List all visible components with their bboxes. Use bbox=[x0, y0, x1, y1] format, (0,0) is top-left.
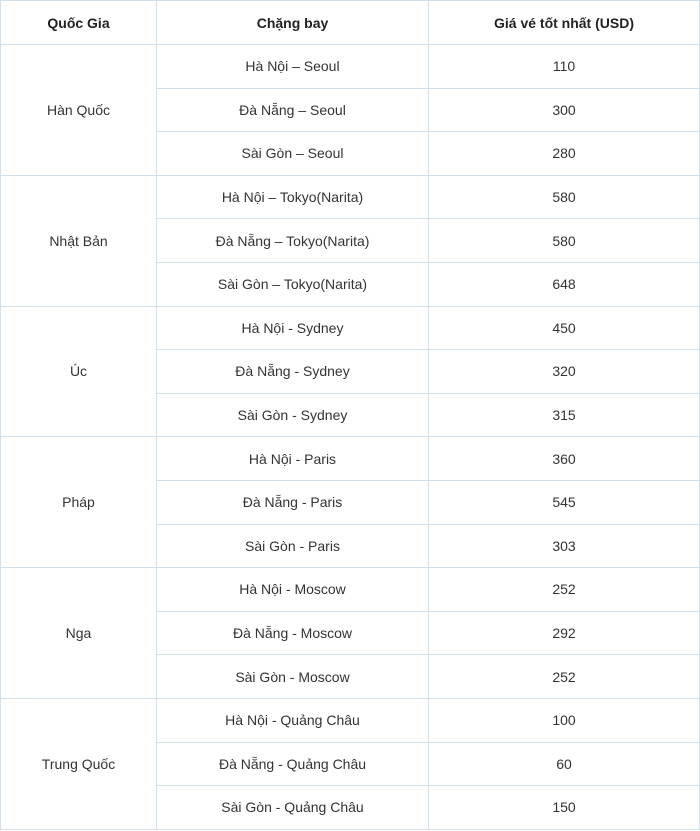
price-cell: 315 bbox=[429, 393, 700, 437]
route-cell: Sài Gòn - Moscow bbox=[157, 655, 429, 699]
route-cell: Đà Nẵng - Quảng Châu bbox=[157, 742, 429, 786]
route-cell: Sài Gòn – Seoul bbox=[157, 132, 429, 176]
route-cell: Hà Nội - Quảng Châu bbox=[157, 698, 429, 742]
country-cell: Nga bbox=[1, 568, 157, 699]
header-price: Giá vé tốt nhất (USD) bbox=[429, 1, 700, 45]
price-cell: 150 bbox=[429, 786, 700, 830]
price-cell: 110 bbox=[429, 45, 700, 89]
country-cell: Pháp bbox=[1, 437, 157, 568]
country-cell: Úc bbox=[1, 306, 157, 437]
price-cell: 252 bbox=[429, 655, 700, 699]
price-cell: 252 bbox=[429, 568, 700, 612]
price-cell: 580 bbox=[429, 219, 700, 263]
table-row bbox=[1, 698, 700, 742]
header-country: Quốc Gia bbox=[1, 1, 157, 45]
table-row bbox=[1, 568, 700, 612]
header-route: Chặng bay bbox=[157, 1, 429, 45]
price-cell: 300 bbox=[429, 88, 700, 132]
route-cell: Hà Nội – Seoul bbox=[157, 45, 429, 89]
price-cell: 545 bbox=[429, 480, 700, 524]
route-cell: Hà Nội - Moscow bbox=[157, 568, 429, 612]
price-cell: 360 bbox=[429, 437, 700, 481]
route-cell: Hà Nội – Tokyo(Narita) bbox=[157, 175, 429, 219]
price-cell: 648 bbox=[429, 262, 700, 306]
route-cell: Sài Gòn - Sydney bbox=[157, 393, 429, 437]
route-cell: Đà Nẵng - Paris bbox=[157, 480, 429, 524]
route-cell: Đà Nẵng – Seoul bbox=[157, 88, 429, 132]
table-row bbox=[1, 45, 700, 89]
price-cell: 303 bbox=[429, 524, 700, 568]
price-cell: 100 bbox=[429, 698, 700, 742]
table-header bbox=[1, 1, 700, 45]
route-cell: Sài Gòn – Tokyo(Narita) bbox=[157, 262, 429, 306]
route-cell: Sài Gòn - Quảng Châu bbox=[157, 786, 429, 830]
table-body bbox=[1, 45, 700, 830]
route-cell: Sài Gòn - Paris bbox=[157, 524, 429, 568]
table-row bbox=[1, 175, 700, 219]
route-cell: Đà Nẵng - Sydney bbox=[157, 350, 429, 394]
price-cell: 60 bbox=[429, 742, 700, 786]
price-cell: 580 bbox=[429, 175, 700, 219]
country-cell: Hàn Quốc bbox=[1, 45, 157, 176]
table-row bbox=[1, 437, 700, 481]
price-cell: 320 bbox=[429, 350, 700, 394]
price-cell: 280 bbox=[429, 132, 700, 176]
header-row bbox=[1, 1, 700, 45]
route-cell: Hà Nội - Paris bbox=[157, 437, 429, 481]
route-cell: Đà Nẵng – Tokyo(Narita) bbox=[157, 219, 429, 263]
price-cell: 450 bbox=[429, 306, 700, 350]
country-cell: Trung Quốc bbox=[1, 698, 157, 829]
route-cell: Đà Nẵng - Moscow bbox=[157, 611, 429, 655]
route-cell: Hà Nội - Sydney bbox=[157, 306, 429, 350]
table-row bbox=[1, 306, 700, 350]
price-cell: 292 bbox=[429, 611, 700, 655]
country-cell: Nhật Bản bbox=[1, 175, 157, 306]
